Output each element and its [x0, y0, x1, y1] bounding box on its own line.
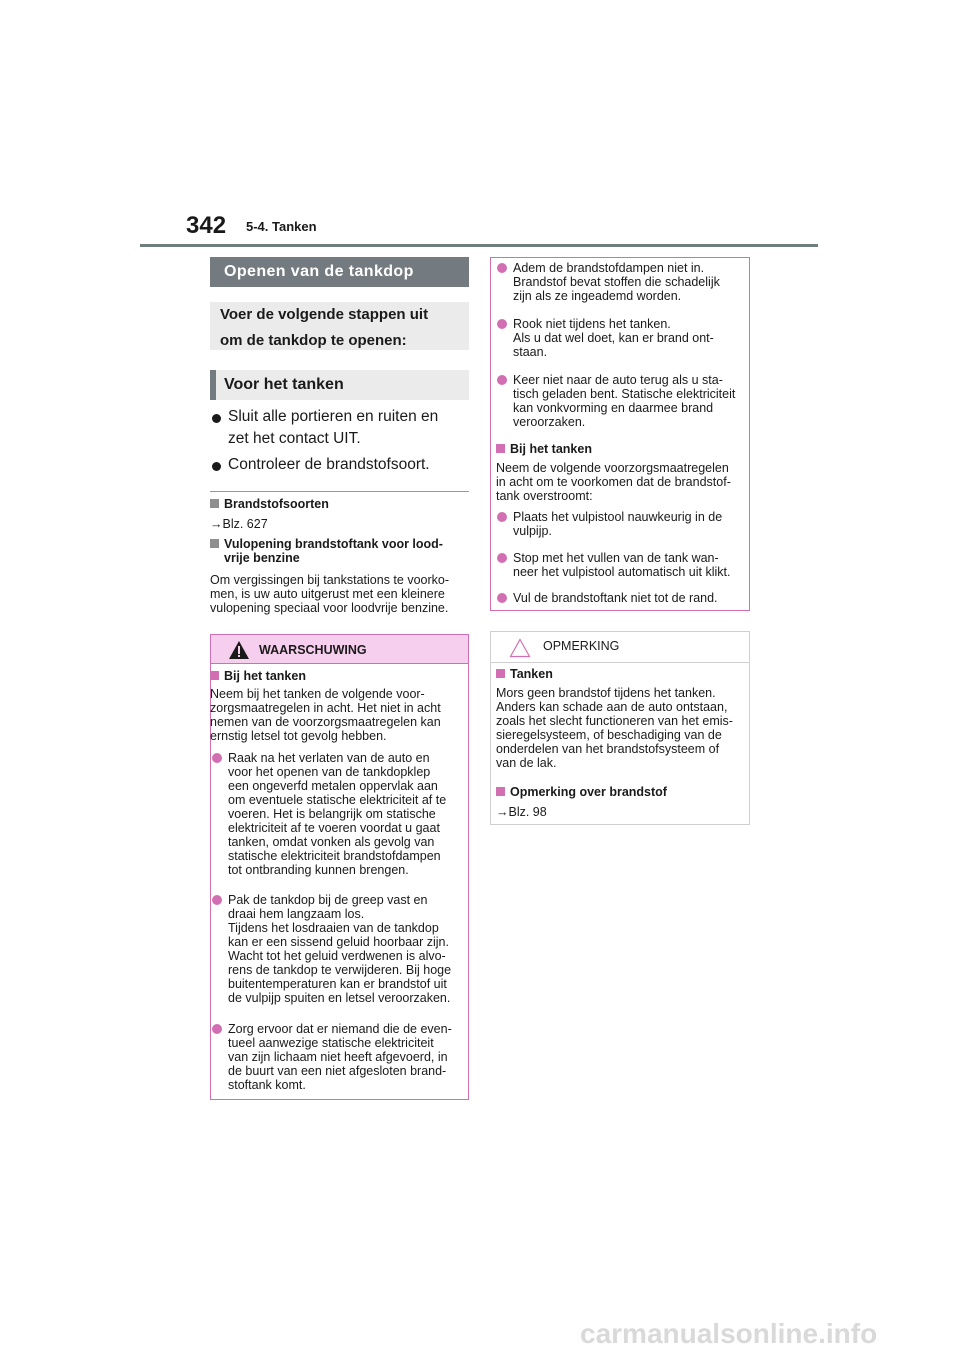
notice-heading-2: Opmerking over brandstof	[496, 785, 667, 799]
divider	[210, 491, 469, 492]
warning-item-3: Zorg ervoor dat er niemand die de even- tueel aanwezige statische elektriciteit van zijn lichaam niet heeft afgevoerd, in de buurt van een niet afgesloten brand- stoftank komt.	[212, 1022, 468, 1092]
pink-bullet-icon	[212, 753, 222, 763]
warning-cont-item-2: Rook niet tijdens het tanken. Als u dat wel doet, kan er brand ont- staan.	[497, 317, 747, 359]
warning-heading: Bij het tanken	[210, 669, 306, 683]
section-label: 5-4. Tanken	[246, 219, 317, 234]
warning-box	[210, 634, 469, 1100]
pink-bullet-icon	[212, 895, 222, 905]
notice-ref-2: →Blz. 98	[496, 805, 547, 819]
filler-text: Om vergissingen bij tankstations te voorko- men, is uw auto uitgerust met een kleinere vulopening speciaal voor loodvrije benzine.	[210, 573, 449, 615]
warning-text: Neem bij het tanken de volgende voor- zorgsmaatregelen in acht. Het niet in acht nemen van de voorzorgsmaatregelen kan ernstig letsel tot gevolg hebben.	[210, 687, 441, 743]
pink-bullet-icon	[497, 593, 507, 603]
step-2-text: Controleer de brandstofsoort.	[228, 456, 430, 473]
fuel-types-heading: Brandstofsoorten	[210, 497, 329, 511]
square-bullet-icon	[210, 671, 219, 680]
warning-item-2: Pak de tankdop bij de greep vast en draai hem langzaam los. Tijdens het losdraaien van de tankdop kan er een sissend geluid hoorbaar zijn. Wacht tot het geluid verdwenen is alvo- rens de tankdop te verwijderen. Bij hoge buitentemperaturen kan er brandstof uit de vulpijp spuiten en letsel veroorzaken.	[212, 893, 468, 1005]
warning-label: WAARSCHUWING	[259, 643, 367, 657]
main-title: Openen van de tankdop	[224, 263, 414, 280]
refuel-heading: Bij het tanken	[496, 442, 592, 456]
pink-bullet-icon	[212, 1024, 222, 1034]
header-rule	[140, 244, 818, 247]
footer-watermark: carmanualsonline.info	[580, 1318, 878, 1349]
bullet-icon	[212, 414, 221, 423]
notice-heading-1: Tanken	[496, 667, 553, 681]
notice-label: OPMERKING	[543, 639, 620, 653]
fuel-types-ref: →Blz. 627	[210, 517, 268, 531]
square-bullet-icon	[496, 444, 505, 453]
square-bullet-icon	[210, 499, 219, 508]
warning-continuation-box	[490, 257, 750, 611]
pink-bullet-icon	[497, 319, 507, 329]
sub-title: Voor het tanken	[224, 376, 344, 393]
warning-triangle-icon	[228, 640, 250, 660]
main-title-bar	[210, 257, 469, 287]
refuel-item-3: Vul de brandstoftank niet tot de rand.	[497, 591, 747, 605]
warning-header	[211, 635, 468, 664]
step-1-text: Sluit alle portieren en ruiten en zet het contact UIT.	[228, 408, 439, 447]
warning-cont-item-1: Adem de brandstofdampen niet in. Brandstof bevat stoffen die schadelijk zijn als ze ingeademd worden.	[497, 261, 747, 303]
notice-text-1: Mors geen brandstof tijdens het tanken. Anders kan schade aan de auto ontstaan, zoals het slecht functioneren van het emis- sieregelsysteem, of beschadiging van de onderdelen van het brandstofsysteem of van de lak.	[496, 686, 733, 770]
refuel-text: Neem de volgende voorzorgsmaatregelen in acht om te voorkomen dat de brandstof- tank overstroomt:	[496, 461, 731, 503]
refuel-item-1: Plaats het vulpistool nauwkeurig in de vulpijp.	[497, 510, 747, 538]
intro-box	[210, 302, 469, 350]
warning-cont-item-3: Keer niet naar de auto terug als u sta- tisch geladen bent. Statische elektriciteit kan vonkvorming en daarmee brand veroorzaken.	[497, 373, 747, 429]
notice-header	[491, 632, 749, 663]
warning-item-1: Raak na het verlaten van de auto en voor het openen van de tankdopklep een ongeverfd metalen oppervlak aan om eventuele statische elektriciteit af te voeren. Het is belangrijk om statische elektriciteit af te voeren voordat u gaat tanken, omdat vonken als gevolg van statische elektriciteit brandstofdampen tot ontbranding kunnen brengen.	[212, 751, 468, 877]
filler-heading: Vulopening brandstoftank voor lood- vrije benzine	[210, 537, 469, 565]
refuel-item-2: Stop met het vullen van de tank wan- neer het vulpistool automatisch uit klikt.	[497, 551, 747, 579]
pink-bullet-icon	[497, 512, 507, 522]
intro-text: Voer de volgende stappen uit om de tankdop te openen:	[220, 306, 429, 349]
pink-bullet-icon	[497, 553, 507, 563]
pink-bullet-icon	[497, 375, 507, 385]
sub-title-bar	[210, 370, 469, 400]
square-bullet-icon	[496, 669, 505, 678]
square-bullet-icon	[210, 539, 219, 548]
pink-bullet-icon	[497, 263, 507, 273]
notice-triangle-icon	[509, 638, 531, 658]
notice-box	[490, 631, 750, 825]
square-bullet-icon	[496, 787, 505, 796]
page-number: 342	[186, 212, 227, 239]
bullet-icon	[212, 462, 221, 471]
